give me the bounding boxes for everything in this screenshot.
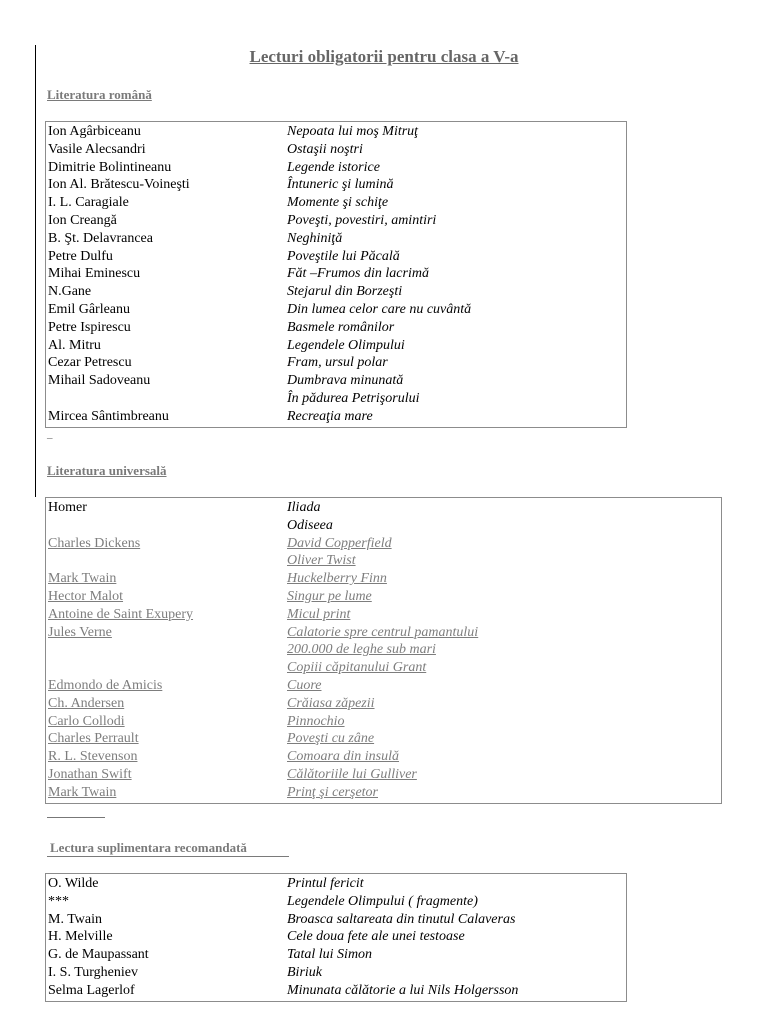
book-row [46, 964, 626, 982]
book-row [46, 319, 626, 337]
author-name: B. Şt. Delavrancea [48, 230, 153, 246]
author-name[interactable]: Antoine de Saint Exupery [48, 606, 194, 622]
revision-bar-middle [35, 450, 36, 497]
book-row[interactable] [46, 748, 721, 766]
book-row [46, 911, 626, 929]
book-row[interactable] [46, 641, 721, 659]
author-name [46, 517, 287, 535]
book-row [46, 408, 626, 426]
author-name: I. S. Turgheniev [48, 964, 138, 980]
work-title: Întuneric şi lumină [287, 177, 394, 193]
work-title: Cele doua fete ale unei testoase [287, 929, 465, 945]
dash-marker: – [47, 432, 53, 444]
author-name[interactable]: Carlo Collodi [48, 713, 125, 729]
book-row [46, 390, 626, 408]
work-title: Momente şi schiţe [287, 195, 389, 211]
book-row[interactable] [46, 766, 721, 784]
work-title[interactable]: Copiii căpitanului Grant [287, 660, 427, 676]
book-row [46, 159, 626, 177]
book-row [46, 248, 626, 266]
author-name: Dimitrie Bolintineanu [48, 159, 172, 175]
section-heading-universala: Literatura universală [47, 463, 167, 478]
book-row [46, 517, 721, 535]
book-row[interactable] [46, 535, 721, 553]
work-title: Stejarul din Borzeşti [287, 284, 403, 300]
book-row [46, 499, 721, 517]
work-title: Fram, ursul polar [287, 355, 388, 371]
work-title: Nepoata lui moş Mitruţ [287, 124, 419, 139]
author-name[interactable]: Ch. Andersen [48, 695, 125, 711]
author-name[interactable]: Hector Malot [48, 588, 124, 604]
book-row [46, 141, 626, 159]
work-title[interactable]: Pinnochio [287, 713, 345, 729]
author-name: H. Melville [48, 929, 113, 945]
author-name: Petre Ispirescu [48, 319, 131, 335]
author-name: Vasile Alecsandri [48, 141, 146, 157]
author-name: Ion Creangă [48, 212, 117, 228]
author-name: I. L. Caragiale [48, 195, 129, 211]
work-title: Biriuk [287, 964, 322, 980]
revision-bar-top [35, 45, 36, 450]
book-row [46, 928, 626, 946]
work-title: Minunata călătorie a lui Nils Holgersson [287, 982, 519, 998]
book-row[interactable] [46, 606, 721, 624]
author-name[interactable] [46, 641, 287, 659]
work-title[interactable]: Prinţ şi cerşetor [287, 784, 378, 800]
book-row [46, 230, 626, 248]
work-title: Recreaţia mare [287, 408, 373, 424]
author-name: Petre Dulfu [48, 248, 113, 264]
author-name [46, 390, 287, 408]
work-title: Ostaşii noştri [287, 141, 363, 157]
work-title[interactable]: Calatorie spre centrul pamantului [287, 624, 479, 640]
work-title: Legendele Olimpului ( fragmente) [287, 893, 478, 909]
work-title: Legende istorice [287, 159, 380, 175]
work-title: Poveşti, povestiri, amintiri [287, 212, 437, 228]
work-title: Iliada [287, 500, 321, 515]
author-name: *** [48, 893, 69, 909]
author-name[interactable] [46, 659, 287, 677]
book-row[interactable] [46, 552, 721, 570]
work-title: Legendele Olimpului [287, 337, 405, 353]
work-title[interactable]: Oliver Twist [287, 553, 356, 569]
work-title[interactable]: Micul print [287, 606, 351, 622]
author-name: N.Gane [48, 284, 92, 300]
work-title[interactable]: Călătoriile lui Gulliver [287, 766, 417, 782]
author-name: Mircea Sântimbreanu [48, 408, 169, 424]
author-name: Mihail Sadoveanu [48, 373, 151, 389]
work-title[interactable]: 200.000 de leghe sub mari [287, 642, 436, 658]
book-row[interactable] [46, 624, 721, 642]
author-name: M. Twain [48, 911, 102, 927]
author-name[interactable]: Jules Verne [48, 624, 112, 640]
book-row [46, 354, 626, 372]
author-name[interactable] [46, 552, 287, 570]
suplimentara-book-table [45, 873, 627, 1002]
book-row[interactable] [46, 659, 721, 677]
author-name: G. de Maupassant [48, 947, 149, 963]
book-row [46, 337, 626, 355]
work-title: Poveştile lui Păcală [287, 248, 400, 264]
author-name: Emil Gârleanu [48, 301, 131, 317]
author-name: Cezar Petrescu [48, 355, 132, 371]
book-row [46, 301, 626, 319]
work-title[interactable]: Huckelberry Finn [287, 571, 387, 587]
book-row [46, 283, 626, 301]
book-row[interactable] [46, 588, 721, 606]
author-name[interactable]: Edmondo de Amicis [48, 677, 163, 693]
work-title[interactable]: David Copperfield [287, 535, 392, 551]
author-name[interactable]: R. L. Stevenson [48, 749, 138, 765]
book-row[interactable] [46, 570, 721, 588]
book-row [46, 893, 626, 911]
book-row [46, 176, 626, 194]
work-title: Odiseea [287, 517, 333, 533]
section-heading-suplimentara: Lectura suplimentara recomandată [47, 840, 289, 857]
work-title[interactable]: Crăiasa zăpezii [287, 695, 375, 711]
book-row [46, 875, 626, 893]
book-row[interactable] [46, 713, 721, 731]
book-row[interactable] [46, 695, 721, 713]
work-title: Făt –Frumos din lacrimă [287, 266, 429, 282]
page-title: Lecturi obligatorii pentru clasa a V-a [249, 47, 519, 66]
work-title: Din lumea celor care nu cuvântă [287, 301, 472, 317]
work-title: Tatal lui Simon [287, 947, 373, 963]
work-title: Printul fericit [287, 876, 364, 891]
author-name: Homer [48, 500, 87, 515]
work-title[interactable]: Cuore [287, 677, 322, 693]
book-row [46, 194, 626, 212]
work-title: Broasca saltareata din tinutul Calaveras [287, 911, 516, 927]
author-name: Mihai Eminescu [48, 266, 141, 282]
work-title[interactable]: Comoara din insulă [287, 749, 400, 765]
author-name: O. Wilde [48, 876, 99, 891]
work-title: În pădurea Petrişorului [287, 390, 420, 406]
book-row [46, 982, 626, 1000]
author-name: Ion Al. Brătescu-Voineşti [48, 177, 190, 193]
author-name: Selma Lagerlof [48, 982, 135, 998]
author-name[interactable]: Mark Twain [48, 784, 117, 800]
book-row[interactable] [46, 677, 721, 695]
book-row [46, 212, 626, 230]
romana-book-table [45, 121, 627, 428]
separator-rule [47, 817, 105, 818]
author-name: Al. Mitru [48, 337, 101, 353]
book-row [46, 265, 626, 283]
book-row[interactable] [46, 784, 721, 802]
author-name[interactable]: Mark Twain [48, 571, 117, 587]
work-title: Basmele românilor [287, 319, 395, 335]
section-heading-romana: Literatura română [47, 87, 152, 102]
universala-book-table [45, 497, 722, 804]
book-row [46, 123, 626, 141]
work-title[interactable]: Singur pe lume [287, 588, 372, 604]
author-name[interactable]: Jonathan Swift [48, 766, 132, 782]
work-title[interactable]: Poveşti cu zâne [287, 731, 375, 747]
author-name: Ion Agârbiceanu [48, 124, 141, 139]
work-title: Dumbrava minunată [287, 373, 404, 389]
author-name[interactable]: Charles Perrault [48, 731, 139, 747]
author-name[interactable]: Charles Dickens [48, 535, 141, 551]
work-title: Neghiniţă [287, 230, 343, 246]
book-row [46, 372, 626, 390]
book-row [46, 946, 626, 964]
book-row[interactable] [46, 730, 721, 748]
